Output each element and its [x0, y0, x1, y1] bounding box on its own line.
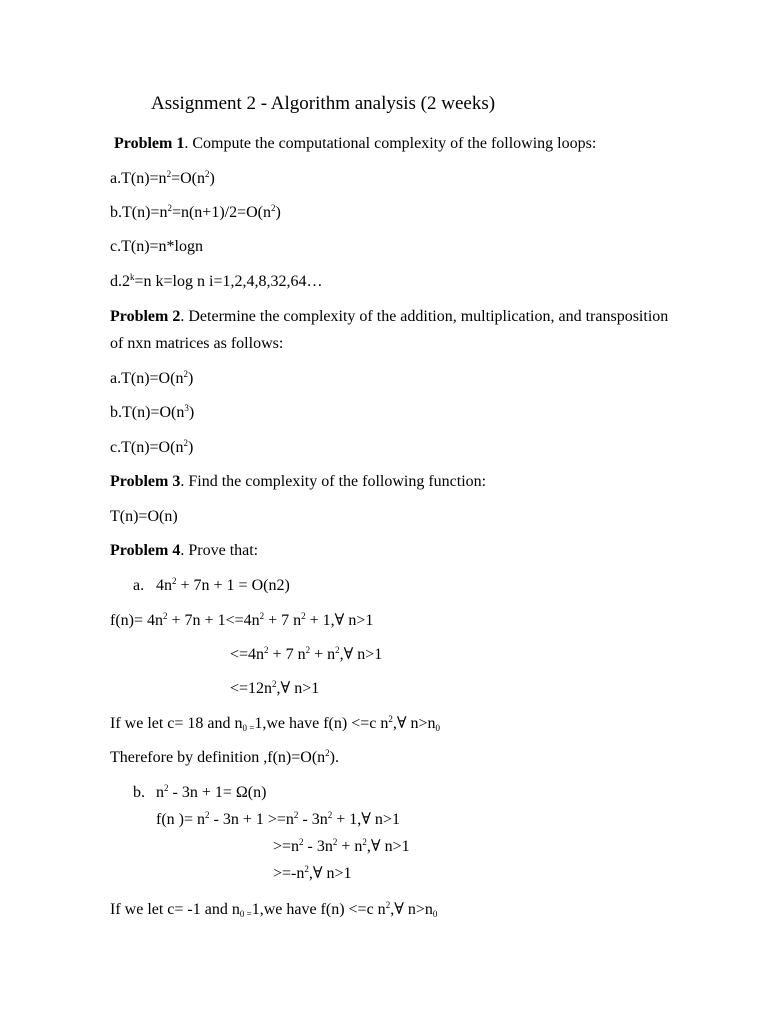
problem-4-part-a-statement: $4n^2 + 7n + 1 = O(n2)$ [156, 576, 290, 594]
proof-a-conclusion: Therefore by definition $,f(n)=O(n^2)$. [110, 748, 339, 766]
problem-2-label: Problem 2 [110, 308, 181, 325]
problem-1-label: Problem 1 [114, 135, 185, 152]
problem-1-answer-c: c.T(n)=n*logn [110, 238, 203, 255]
problem-2-answer-a: $a.T(n)=O(n^2)$ [110, 369, 194, 387]
problem-4-label: Problem 4 [110, 542, 181, 559]
problem-4-part-b-statement: $n^2 - 3n + 1= \Omega(n)$ [156, 783, 267, 801]
problem-4-part-a-label: a. [133, 577, 145, 594]
problem-4-part-b-label: b. [133, 784, 145, 801]
proof-b-constants: If we let c= -1 and $n_{0 =}1,we$ have f(n) <=c $n^2,\forall$ $n>n_0$ [110, 900, 438, 919]
proof-b-line-3: $>=-n^2,\forall$ n>1 [273, 864, 352, 882]
problem-4-text: . Prove that: [180, 542, 259, 559]
proof-a-line-3: $<=12n^2,\forall$ n>1 [230, 679, 320, 697]
proof-a-line-2: $<=4n^2 + 7$ $n^2$ + $n^2,\forall$ n>1 [230, 645, 383, 663]
problem-3-answer: T(n)=O(n) [110, 508, 178, 525]
problem-2-text-cont: of nxn matrices as follows: [110, 335, 284, 352]
page-title: Assignment 2 - Algorithm analysis (2 weeks) [151, 93, 496, 114]
problem-3-text: . Find the complexity of the following function: [180, 473, 487, 490]
problem-2-answer-c: $c.T(n)=O(n^2)$ [110, 438, 194, 456]
problem-1-heading [114, 134, 596, 154]
problem-2-heading [110, 307, 668, 327]
problem-3-label: Problem 3 [110, 473, 181, 490]
problem-2-answer-b: $b.T(n)=O(n^3)$ [110, 403, 195, 421]
proof-b-line-2: $>=n^2 - 3n^2$ + $n^2,\forall$ n>1 [273, 837, 410, 855]
proof-a-constants: If we let c= 18 and $n_{0 =}1,we$ have f(n) <=c $n^2,\forall$ $n>n_0$ [110, 714, 441, 733]
proof-a-line-1: $f(n)= 4n^2 + 7n + 1<=4n^2 + 7$ $n^2$ + 1,∀ n>1 [110, 611, 374, 629]
problem-3-heading [110, 472, 486, 492]
problem-4-heading [110, 541, 258, 561]
problem-1-answer-a: $a.T(n)=n^2=O(n^2)$ [110, 169, 215, 187]
problem-1-answer-b: $b.T(n)=n^2=n(n+1)/2=O(n^2)$ [110, 203, 281, 221]
proof-b-line-1: f(n )= $n^2 - 3n + 1 >=n^2 - 3n^2$ + 1,∀ n>1 [156, 810, 400, 828]
problem-1-answer-d: $d.2^k=n$ k=log n i=1,2,4,8,32,64… [110, 272, 323, 290]
problem-1-text: . Compute the computational complexity of the following loops: [184, 135, 597, 152]
problem-2-text: . Determine the complexity of the addition, multiplication, and transposition [180, 308, 669, 325]
